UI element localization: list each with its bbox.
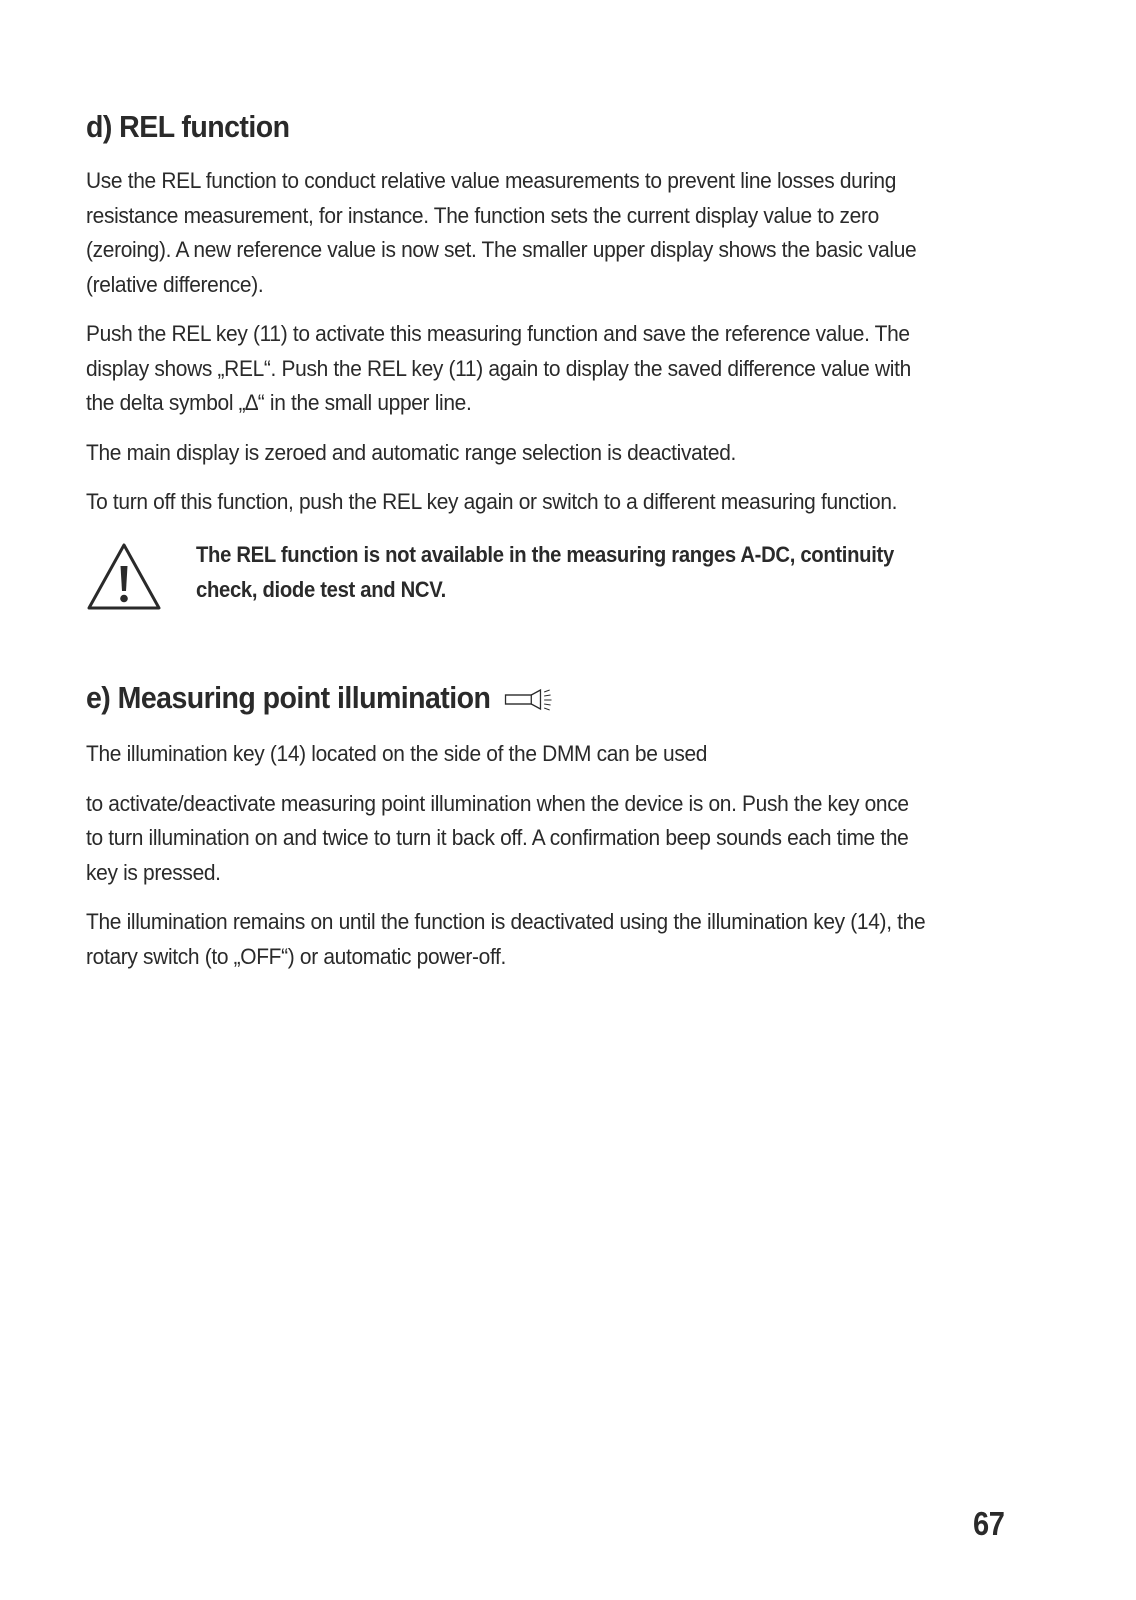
text-line: key is pressed. (86, 859, 221, 885)
paragraph-illum-usage (86, 787, 1016, 891)
paragraph-rel-turn-off: To turn off this function, push the REL key again or switch to a different measuring function. (86, 489, 898, 514)
text-line: check, diode test and NCV. (196, 576, 446, 602)
section-illumination-body (86, 737, 1086, 989)
paragraph-illum-remains (86, 905, 1016, 974)
warning-text (196, 538, 1006, 607)
paragraph-rel-zeroed: The main display is zeroed and automatic range selection is deactivated. (86, 439, 737, 465)
paragraph-illum-key: The illumination key (14) located on the side of the DMM can be used (86, 741, 708, 766)
text-line: The REL function is not available in the measuring ranges A-DC, continuity (196, 542, 894, 567)
text-line: (relative difference). (86, 271, 264, 297)
manual-page (86, 0, 1011, 1600)
flashlight-icon (503, 688, 555, 712)
paragraph-rel-intro (86, 164, 1016, 302)
page-number: 67 (973, 1505, 1005, 1542)
section-heading-rel-function: d) REL function (86, 109, 290, 144)
text-line: resistance measurement, for instance. The function sets the current display value to zero (86, 202, 879, 228)
section-heading-illumination (86, 680, 555, 716)
text-line: rotary switch (to „OFF“) or automatic power-off. (86, 943, 507, 969)
text-line: display shows „REL“. Push the REL key (11) again to display the saved difference value with (86, 355, 911, 381)
text-line: The illumination remains on until the function is deactivated using the illumination key (14), the (86, 909, 926, 934)
warning-note (86, 538, 1011, 618)
heading-text: e) Measuring point illumination (86, 680, 491, 715)
text-line: to activate/deactivate measuring point illumination when the device is on. Push the key once (86, 790, 909, 816)
paragraph-rel-key (86, 317, 1016, 421)
text-line: (zeroing). A new reference value is now set. The smaller upper display shows the basic value (86, 237, 917, 262)
text-line: to turn illumination on and twice to turn it back off. A confirmation beep sounds each time the (86, 825, 909, 850)
text-line: Push the REL key (11) to activate this measuring function and save the reference value. The (86, 321, 910, 346)
text-line: Use the REL function to conduct relative value measurements to prevent line losses during (86, 168, 897, 193)
text-line: the delta symbol „∆“ in the small upper line. (86, 390, 472, 415)
section-rel-body (86, 164, 1086, 535)
warning-triangle-icon (86, 542, 162, 612)
